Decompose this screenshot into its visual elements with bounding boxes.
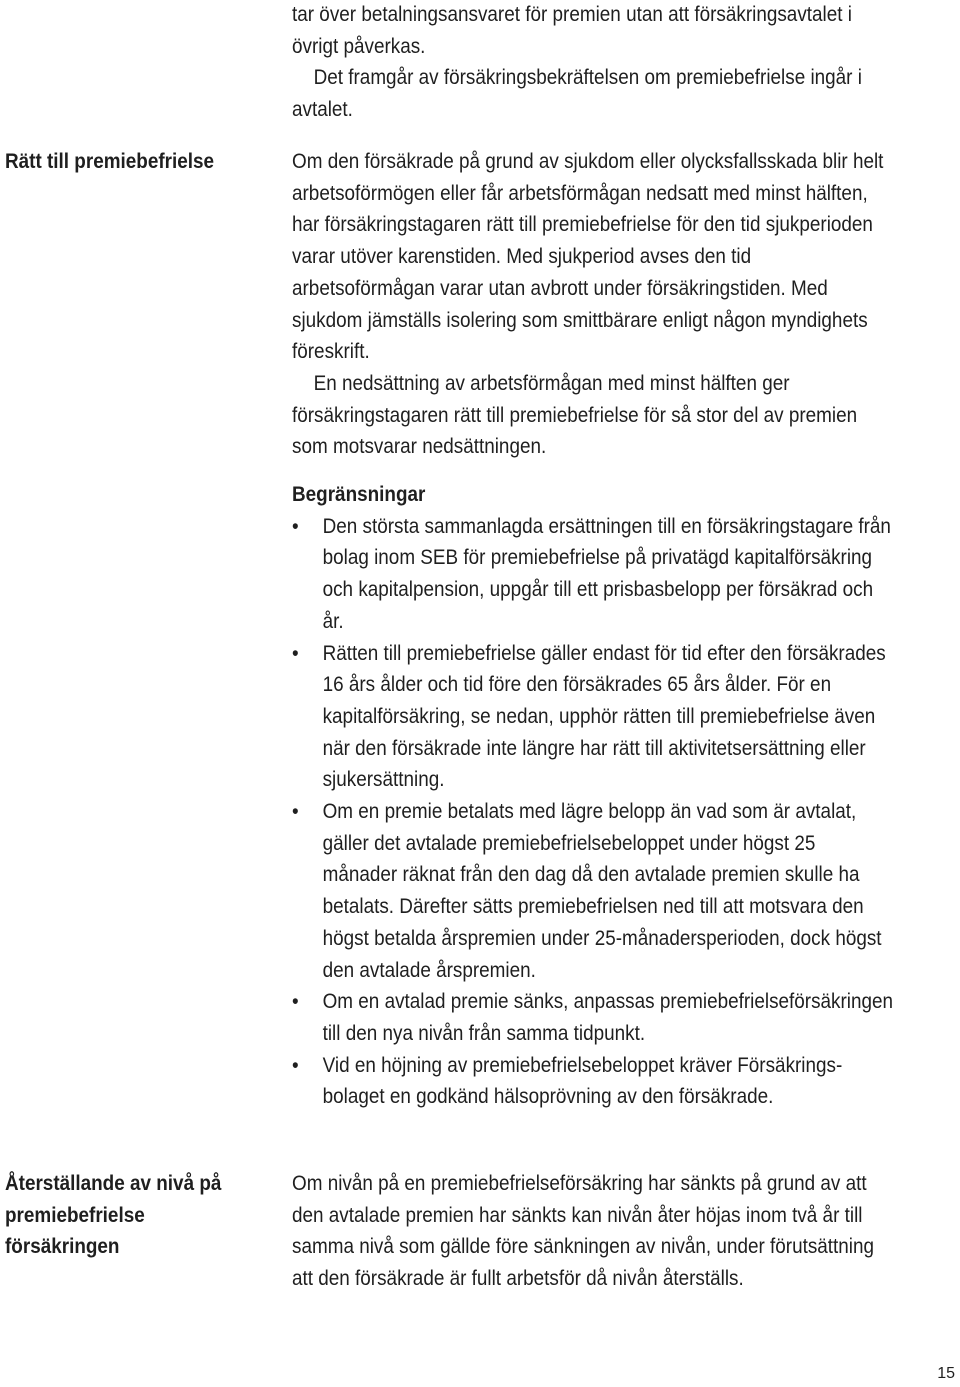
list-item-text: Om en premie betalats med lägre belopp än vad som är avtalat, gäller det avtalade premiebefrielsebeloppet under högst 25 månader räknat från den dag då den avtalade premien skulle ha betalats. Därefter sätts premiebefrielsen ned till att motsvara den högst betalda årspremien under 25-månadersperioden, dock högst den avtalade årspremien. — [322, 800, 882, 982]
bullet-icon: • — [292, 990, 299, 1014]
list-item-text: Vid en höjning av premiebefrielsebeloppet kräver Försäkringsbolaget en godkänd hälsoprövning av den försäkrade. — [322, 1053, 843, 1109]
list-item — [292, 1050, 895, 1113]
list-item — [292, 796, 895, 986]
limitations-section — [292, 479, 895, 1113]
section-title-level-restoration: Återställande av nivå på premiebefrielse försäkringen — [5, 1172, 222, 1258]
limitations-list — [292, 511, 895, 1113]
limitations-heading: Begränsningar — [292, 483, 426, 506]
list-item-text: Den största sammanlagda ersättningen till en försäkringstagare från bolag inom SEB för premiebefrielse på privatägd kapitalförsäkring och kapitalpension, uppgår till ett prisbasbelopp per försäkrad och år. — [322, 514, 891, 633]
list-item-text: Rätten till premiebefrielse gäller endast för tid efter den försäkrades 16 års ålder och tid före den försäkrades 65 års ålder. För en kapitalförsäkring, se nedan, upphör rätten till premiebefrielse även när den försäkrade inte längre har rätt till aktivitetsersättning eller sjukersättning. — [322, 641, 886, 792]
bullet-icon: • — [292, 800, 299, 824]
intro-paragraph: tar över betalningsansvaret för premien utan att försäkringsavtalet i övrigt påverkas. — [292, 3, 852, 58]
page-number: 15 — [937, 1365, 955, 1382]
intro-block — [292, 0, 895, 126]
body-paragraph: Om nivån på en premiebefrielseförsäkring har sänkts på grund av att den avtalade premien har sänkts kan nivån åter höjas inom två år till samma nivå som gällde före sänkningen av nivån, under förutsättning att den försäkrade är fullt arbetsför då nivån återställs. — [292, 1172, 875, 1291]
level-restoration-body — [292, 1168, 895, 1295]
body-paragraph: En nedsättning av arbetsförmågan med minst hälften ger försäkringstagaren rätt till premiebefrielse för så stor del av premien som motsvarar nedsättningen. — [292, 371, 858, 459]
list-item — [292, 986, 895, 1049]
list-item — [292, 638, 895, 797]
body-paragraph: Om den försäkrade på grund av sjukdom eller olycksfallsskada blir helt arbetsoförmögen eller får arbetsförmågan nedsatt med minst hälften, har försäkringstagaren rätt till premiebefrielse för den tid sjukperioden varar utöver karenstiden. Med sjukperiod avses den tid arbetsoförmågan varar utan avbrott under försäkringstiden. Med sjukdom jämställs isolering som smittbärare enligt någon myndighets föreskrift. — [292, 150, 884, 364]
bullet-icon: • — [292, 1053, 299, 1077]
list-item-text: Om en avtalad premie sänks, anpassas premiebefrielseförsäkringen till den nya nivån från samma tidpunkt. — [322, 990, 894, 1045]
list-item — [292, 511, 895, 638]
bullet-icon: • — [292, 641, 299, 665]
section-title-premium-waiver-right: Rätt till premiebefrielse — [5, 150, 215, 173]
premium-waiver-right-body — [292, 146, 895, 463]
bullet-icon: • — [292, 514, 299, 538]
intro-paragraph: Det framgår av försäkringsbekräftelsen om premiebefrielse ingår i avtalet. — [292, 66, 862, 122]
